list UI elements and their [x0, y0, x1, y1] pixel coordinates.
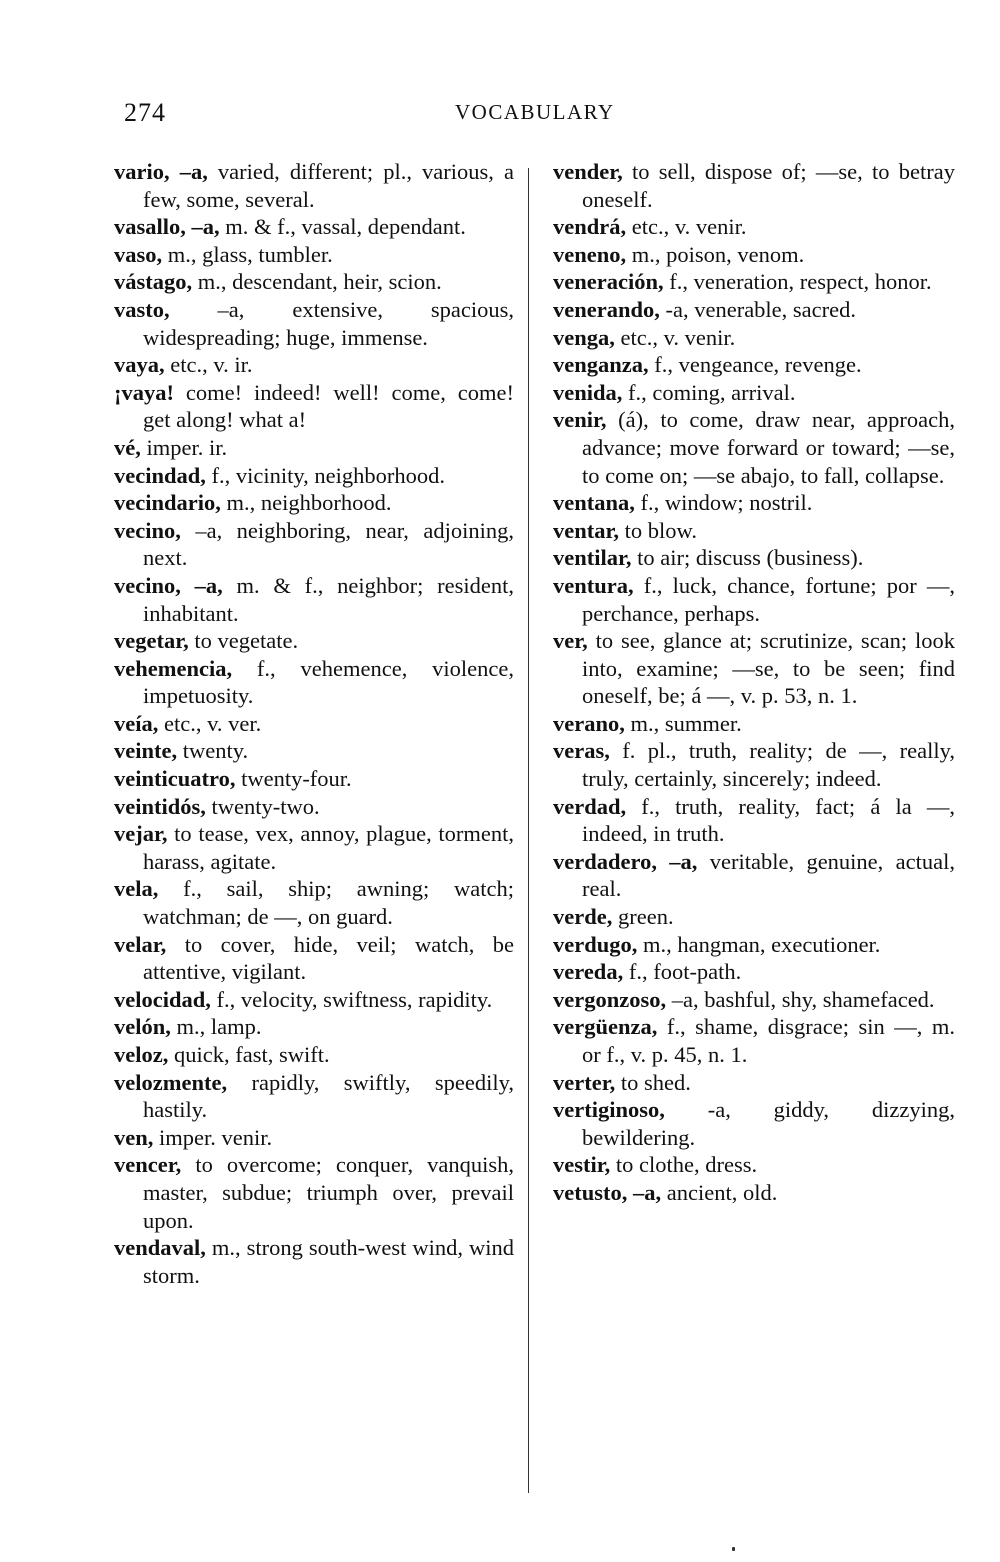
entry-definition: f., vehemence, violence, impetuosity.: [143, 655, 514, 709]
dictionary-entry: [553, 1151, 955, 1179]
entry-headword: venir,: [553, 407, 607, 433]
right-column: [553, 158, 955, 1207]
entry-definition: f., truth, reality, fact; á la —, indeed, in truth.: [582, 793, 955, 847]
dictionary-entry: [114, 793, 514, 821]
entry-headword: verdugo,: [553, 931, 638, 957]
entry-definition: -a, giddy, dizzying, bewildering.: [582, 1097, 955, 1150]
dictionary-entry: [114, 517, 514, 572]
dictionary-entry: [114, 489, 514, 517]
entry-headword: vasallo, –a,: [114, 214, 220, 240]
entry-definition: f., velocity, swiftness, rapidity.: [210, 986, 493, 1012]
entry-headword: veinte,: [114, 738, 178, 764]
entry-headword: verter,: [553, 1069, 616, 1095]
entry-definition: imper. ir.: [140, 434, 228, 460]
entry-definition: twenty-four.: [235, 766, 352, 792]
entry-headword: vejar,: [114, 821, 168, 847]
entry-headword: ¡vaya!: [114, 379, 174, 405]
entry-definition: varied, different; pl., various, a few, some, several.: [143, 159, 514, 212]
entry-definition: m., neighborhood.: [220, 490, 392, 516]
entry-headword: vehemencia,: [114, 655, 233, 681]
dictionary-entry: [553, 848, 955, 903]
entry-headword: verano,: [553, 710, 625, 736]
entry-definition: m., glass, tumbler.: [162, 241, 333, 267]
entry-headword: vasto,: [114, 296, 170, 322]
dictionary-entry: [114, 1124, 514, 1152]
dictionary-entry: [553, 710, 955, 738]
entry-definition: m., descendant, heir, scion.: [192, 269, 442, 295]
entry-definition: m., poison, venom.: [626, 241, 805, 267]
entry-definition: to see, glance at; scrutinize, scan; look into, examine; —se, to be seen; find oneself, be; á —, v. p. 53, n. 1.: [582, 628, 955, 709]
entry-headword: veintidós,: [114, 793, 206, 819]
entry-definition: etc., v. ver.: [158, 710, 262, 736]
dictionary-entry: [553, 903, 955, 931]
entry-definition: twenty.: [177, 738, 249, 764]
entry-headword: veinticuatro,: [114, 766, 236, 792]
entry-headword: vegetar,: [114, 628, 189, 654]
entry-definition: to blow.: [619, 517, 697, 543]
dictionary-entry: [114, 1234, 514, 1289]
entry-definition: m., strong south-west wind, wind storm.: [143, 1235, 514, 1288]
entry-definition: m., hangman, executioner.: [637, 931, 881, 957]
dictionary-entry: [114, 627, 514, 655]
entry-definition: etc., v. venir.: [626, 214, 747, 240]
dictionary-entry: [553, 213, 955, 241]
entry-definition: ancient, old.: [661, 1179, 778, 1205]
dictionary-entry: [114, 1069, 514, 1124]
entry-headword: veía,: [114, 710, 159, 736]
entry-definition: f., window; nostril.: [634, 490, 813, 516]
entry-definition: to sell, dispose of; —se, to betray oneself.: [582, 159, 955, 212]
page-speck: [732, 1547, 735, 1551]
dictionary-entry: [553, 517, 955, 545]
entry-headword: vecindad,: [114, 462, 206, 488]
entry-headword: venida,: [553, 379, 623, 405]
dictionary-entry: [114, 1151, 514, 1234]
dictionary-entry: [114, 268, 514, 296]
entry-definition: m. & f., vassal, dependant.: [219, 214, 466, 240]
dictionary-entry: [114, 296, 514, 351]
dictionary-entry: [114, 351, 514, 379]
entry-definition: to shed.: [615, 1069, 691, 1095]
entry-definition: f. pl., truth, reality; de —, really, truly, certainly, sincerely; indeed.: [582, 738, 955, 792]
entry-headword: ver,: [553, 628, 588, 654]
dictionary-entry: [553, 296, 955, 324]
entry-headword: velozmente,: [114, 1069, 228, 1095]
entry-definition: m. & f., neighbor; resident, inhabitant.: [143, 572, 514, 626]
entry-headword: vecino, –a,: [114, 572, 223, 598]
entry-headword: vecindario,: [114, 490, 221, 516]
dictionary-entry: [114, 737, 514, 765]
entry-definition: -a, venerable, sacred.: [659, 296, 857, 322]
entry-headword: vario, –a,: [114, 159, 208, 184]
left-column: [114, 158, 514, 1289]
entry-definition: etc., v. ir.: [164, 352, 253, 378]
entry-headword: vaya,: [114, 352, 165, 378]
entry-headword: ventilar,: [553, 545, 632, 571]
entry-headword: vendaval,: [114, 1235, 206, 1261]
dictionary-entry: [114, 379, 514, 434]
dictionary-entry: [553, 793, 955, 848]
entry-definition: to clothe, dress.: [610, 1152, 758, 1178]
entry-headword: vestir,: [553, 1152, 611, 1178]
entry-headword: veneración,: [553, 269, 664, 295]
entry-definition: –a, bashful, shy, shamefaced.: [666, 986, 935, 1012]
entry-headword: vencer,: [114, 1152, 182, 1178]
dictionary-entry: [553, 379, 955, 407]
dictionary-entry: [553, 1179, 955, 1207]
entry-headword: vender,: [553, 159, 623, 184]
dictionary-entry: [114, 655, 514, 710]
entry-definition: to air; discuss (business).: [631, 545, 864, 571]
dictionary-entry: [553, 737, 955, 792]
entry-headword: vertiginoso,: [553, 1097, 665, 1123]
entry-definition: f., vicinity, neighborhood.: [205, 462, 446, 488]
dictionary-entry: [114, 434, 514, 462]
dictionary-entry: [114, 1013, 514, 1041]
entry-headword: ventar,: [553, 517, 620, 543]
entry-headword: vergonzoso,: [553, 986, 667, 1012]
entry-headword: veneno,: [553, 241, 627, 267]
entry-definition: twenty-two.: [205, 793, 320, 819]
dictionary-entry: [553, 489, 955, 517]
dictionary-entry: [553, 572, 955, 627]
entry-headword: ventana,: [553, 490, 635, 516]
entry-headword: vergüenza,: [553, 1014, 658, 1040]
entry-definition: to vegetate.: [188, 628, 299, 654]
entry-definition: quick, fast, swift.: [168, 1042, 330, 1067]
dictionary-entry: [114, 1041, 514, 1069]
entry-headword: vetusto, –a,: [553, 1179, 662, 1205]
dictionary-entry: [114, 213, 514, 241]
entry-definition: to cover, hide, veil; watch, be attentive, vigilant.: [143, 931, 514, 985]
entry-definition: to overcome; conquer, vanquish, master, subdue; triumph over, prevail upon.: [143, 1152, 514, 1233]
entry-definition: rapidly, swiftly, speedily, hastily.: [143, 1069, 514, 1123]
entry-headword: velón,: [114, 1014, 171, 1040]
entry-headword: verdadero, –a,: [553, 848, 698, 874]
dictionary-entry: [553, 1096, 955, 1151]
entry-definition: m., summer.: [624, 710, 742, 736]
dictionary-entry: [114, 241, 514, 269]
dictionary-entry: [553, 958, 955, 986]
dictionary-entry: [114, 710, 514, 738]
entry-definition: to tease, vex, annoy, plague, torment, harass, agitate.: [143, 821, 514, 874]
dictionary-entry: [114, 462, 514, 490]
page-number: 274: [124, 98, 166, 127]
entry-headword: velocidad,: [114, 986, 211, 1012]
entry-headword: vendrá,: [553, 214, 627, 240]
entry-headword: verde,: [553, 904, 613, 930]
dictionary-entry: [114, 931, 514, 986]
entry-definition: m., lamp.: [170, 1014, 262, 1040]
entry-definition: green.: [612, 904, 674, 930]
entry-definition: imper. venir.: [153, 1124, 273, 1150]
column-divider: [528, 168, 529, 1493]
entry-definition: –a, neighboring, near, adjoining, next.: [143, 517, 514, 571]
dictionary-entry: [553, 627, 955, 710]
entry-headword: verdad,: [553, 793, 627, 819]
dictionary-entry: [114, 875, 514, 930]
entry-definition: f., shame, disgrace; sin —, m. or f., v. p. 45, n. 1.: [582, 1014, 955, 1067]
entry-headword: venerando,: [553, 296, 660, 322]
entry-definition: f., sail, ship; awning; watch; watchman; de —, on guard.: [143, 876, 514, 930]
dictionary-entry: [553, 406, 955, 489]
dictionary-entry: [114, 986, 514, 1014]
entry-headword: veras,: [553, 738, 610, 764]
entry-definition: etc., v. venir.: [614, 324, 736, 350]
entry-definition: come! indeed! well! come, come! get along! what a!: [143, 379, 514, 433]
dictionary-entry: [553, 324, 955, 352]
entry-definition: f., veneration, respect, honor.: [663, 269, 932, 295]
entry-headword: venganza,: [553, 352, 649, 378]
running-head: VOCABULARY: [455, 100, 615, 124]
entry-definition: –a, extensive, spacious, widespreading; huge, immense.: [143, 296, 514, 350]
dictionary-entry: [553, 986, 955, 1014]
entry-headword: veloz,: [114, 1042, 169, 1067]
dictionary-entry: [553, 241, 955, 269]
dictionary-entry: [553, 268, 955, 296]
dictionary-entry: [114, 158, 514, 213]
entry-headword: ventura,: [553, 572, 634, 598]
entry-headword: vé,: [114, 434, 141, 460]
dictionary-entry: [114, 572, 514, 627]
dictionary-entry: [114, 820, 514, 875]
dictionary-entry: [553, 1069, 955, 1097]
entry-definition: veritable, genuine, actual, real.: [582, 848, 955, 902]
dictionary-entry: [553, 931, 955, 959]
entry-headword: ven,: [114, 1124, 154, 1150]
entry-headword: vástago,: [114, 269, 193, 295]
dictionary-entry: [553, 544, 955, 572]
dictionary-entry: [553, 1013, 955, 1068]
entry-headword: vela,: [114, 876, 159, 902]
dictionary-entry: [553, 351, 955, 379]
dictionary-entry: [114, 765, 514, 793]
entry-headword: vereda,: [553, 959, 624, 985]
page-header: [0, 98, 1000, 134]
entry-headword: vecino,: [114, 517, 181, 543]
entry-headword: velar,: [114, 931, 167, 957]
entry-headword: venga,: [553, 324, 615, 350]
entry-definition: f., foot-path.: [623, 959, 742, 985]
entry-definition: (á), to come, draw near, approach, advance; move forward or toward; —se, to come on; —se abajo, to fall, collapse.: [582, 407, 955, 488]
entry-definition: f., vengeance, revenge.: [648, 352, 862, 378]
entry-definition: f., coming, arrival.: [622, 379, 796, 405]
dictionary-entry: [553, 158, 955, 213]
entry-headword: vaso,: [114, 241, 163, 267]
entry-definition: f., luck, chance, fortune; por —, perchance, perhaps.: [582, 572, 955, 626]
